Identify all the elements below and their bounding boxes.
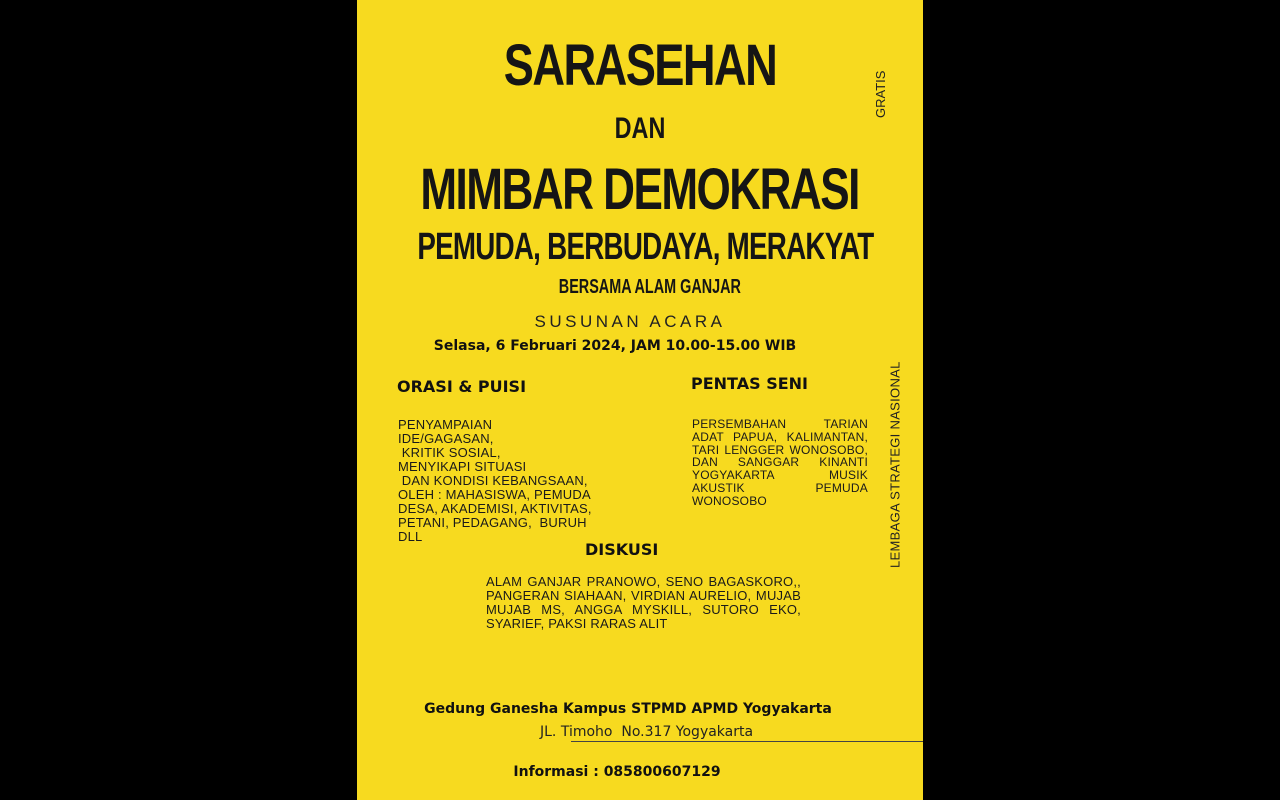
orasi-text (398, 418, 598, 544)
orasi-line: PETANI, PEDAGANG, BURUH (398, 515, 587, 530)
orasi-line: IDE/GAGASAN, (398, 431, 494, 446)
title-mimbar-demokrasi: MIMBAR DEMOKRASI (420, 157, 859, 222)
title-dan: DAN (614, 112, 666, 145)
venue: Gedung Ganesha Kampus STPMD APMD Yogyakarta (424, 701, 832, 717)
orasi-line: OLEH : MAHASISWA, PEMUDA (398, 487, 591, 502)
contact-info: Informasi : 085800607129 (513, 764, 721, 780)
diskusi-heading: DISKUSI (585, 540, 659, 559)
orasi-heading: ORASI & PUISI (397, 377, 527, 396)
diskusi-text: ALAM GANJAR PRANOWO, SENO BAGASKORO,, PANGERAN SIAHAAN, VIRDIAN AURELIO, MUJAB MUJAB MS, ANGGA MYSKILL, SUTORO EKO, SYARIEF, PAKSI RARAS ALIT (486, 574, 801, 631)
orasi-line: MENYIKAPI SITUASI (398, 459, 527, 474)
organizer-vertical: LEMBAGA STRATEGI NASIONAL (887, 361, 903, 569)
event-poster (357, 0, 923, 800)
title-sarasehan: SARASEHAN (503, 33, 777, 98)
pentas-heading: PENTAS SENI (691, 374, 808, 393)
address-underline (571, 741, 923, 742)
orasi-line: DESA, AKADEMISI, AKTIVITAS, (398, 501, 592, 516)
orasi-line: KRITIK SOSIAL, (398, 445, 501, 460)
subtitle: PEMUDA, BERBUDAYA, MERAKYAT (417, 226, 874, 268)
agenda-heading: SUSUNAN ACARA (534, 312, 726, 331)
pentas-text: PERSEMBAHAN TARIAN ADAT PAPUA, KALIMANTAN, TARI LENGGER WONOSOBO, DAN SANGGAR KINANTI YOGYAKARTA MUSIK AKUSTIK PEMUDA WONOSOBO (692, 417, 868, 508)
orasi-line: DAN KONDISI KEBANGSAAN, (398, 473, 588, 488)
with-guest: BERSAMA ALAM GANJAR (558, 276, 741, 298)
event-date: Selasa, 6 Februari 2024, JAM 10.00-15.00 WIB (433, 338, 797, 354)
orasi-line: PENYAMPAIAN (398, 417, 493, 432)
gratis-label: GRATIS (873, 70, 888, 118)
orasi-line: DLL (398, 529, 423, 544)
address: JL. Timoho No.317 Yogyakarta (540, 724, 754, 740)
